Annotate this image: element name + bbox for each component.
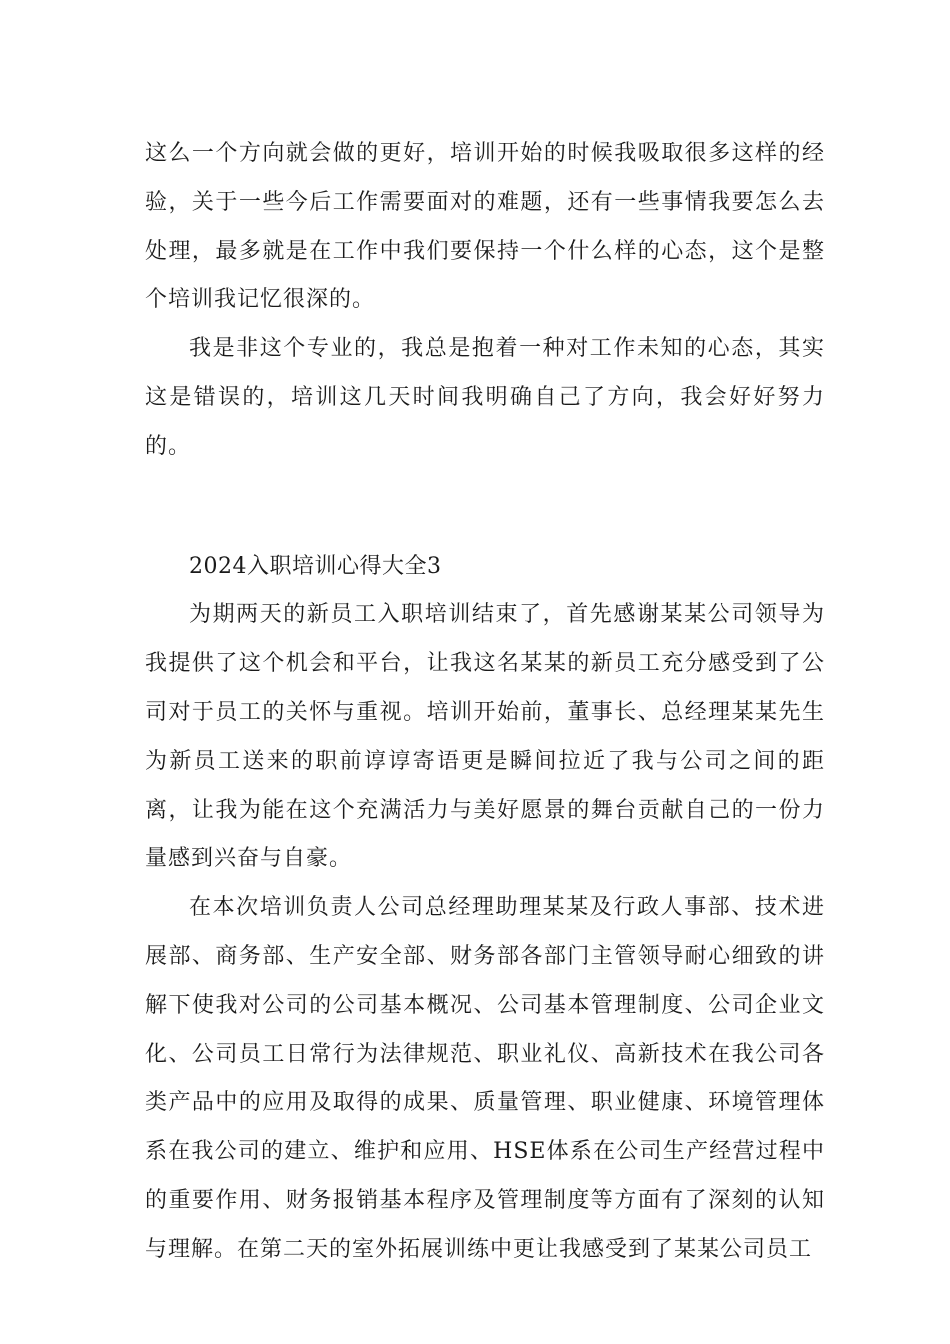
paragraph-training-details: 在本次培训负责人公司总经理助理某某及行政人事部、技术进展部、商务部、生产安全部、财务部各部门主管领导耐心细致的讲解下使我对公司的公司基本概况、公司基本管理制度、公司企业文化、公司员工日常行为法律规范、职业礼仪、高新技术在我公司各类产品中的应用及取得的成果、质量管理、职业健康、环境管理体系在我公司的建立、维护和应用、HSE体系在公司生产经营过程中的重要作用、财务报销基本程序及管理制度等方面有了深刻的认知与理解。在第二天的室外拓展训练中更让我感受到了某某公司员工 (145, 895, 825, 1262)
document-page (145, 130, 825, 1275)
paragraph-training-intro: 为期两天的新员工入职培训结束了，首先感谢某某公司领导为我提供了这个机会和平台，让我这名某某的新员工充分感受到了公司对于员工的关怀与重视。培训开始前，董事长、总经理某某先生为新员工送来的职前谆谆寄语更是瞬间拉近了我与公司之间的距离，让我为能在这个充满活力与美好愿景的舞台贡献自己的一份力量感到兴奋与自豪。 (145, 602, 825, 872)
section-title: 2024入职培训心得大全3 (189, 553, 442, 579)
paragraph-non-major: 我是非这个专业的，我总是抱着一种对工作未知的心态，其实这是错误的，培训这几天时间我明确自己了方向，我会好好努力的。 (145, 336, 825, 459)
paragraph-continued: 这么一个方向就会做的更好，培训开始的时候我吸取很多这样的经验，关于一些今后工作需要面对的难题，还有一些事情我要怎么去处理，最多就是在工作中我们要保持一个什么样的心态，这个是整个培训我记忆很深的。 (145, 141, 825, 313)
